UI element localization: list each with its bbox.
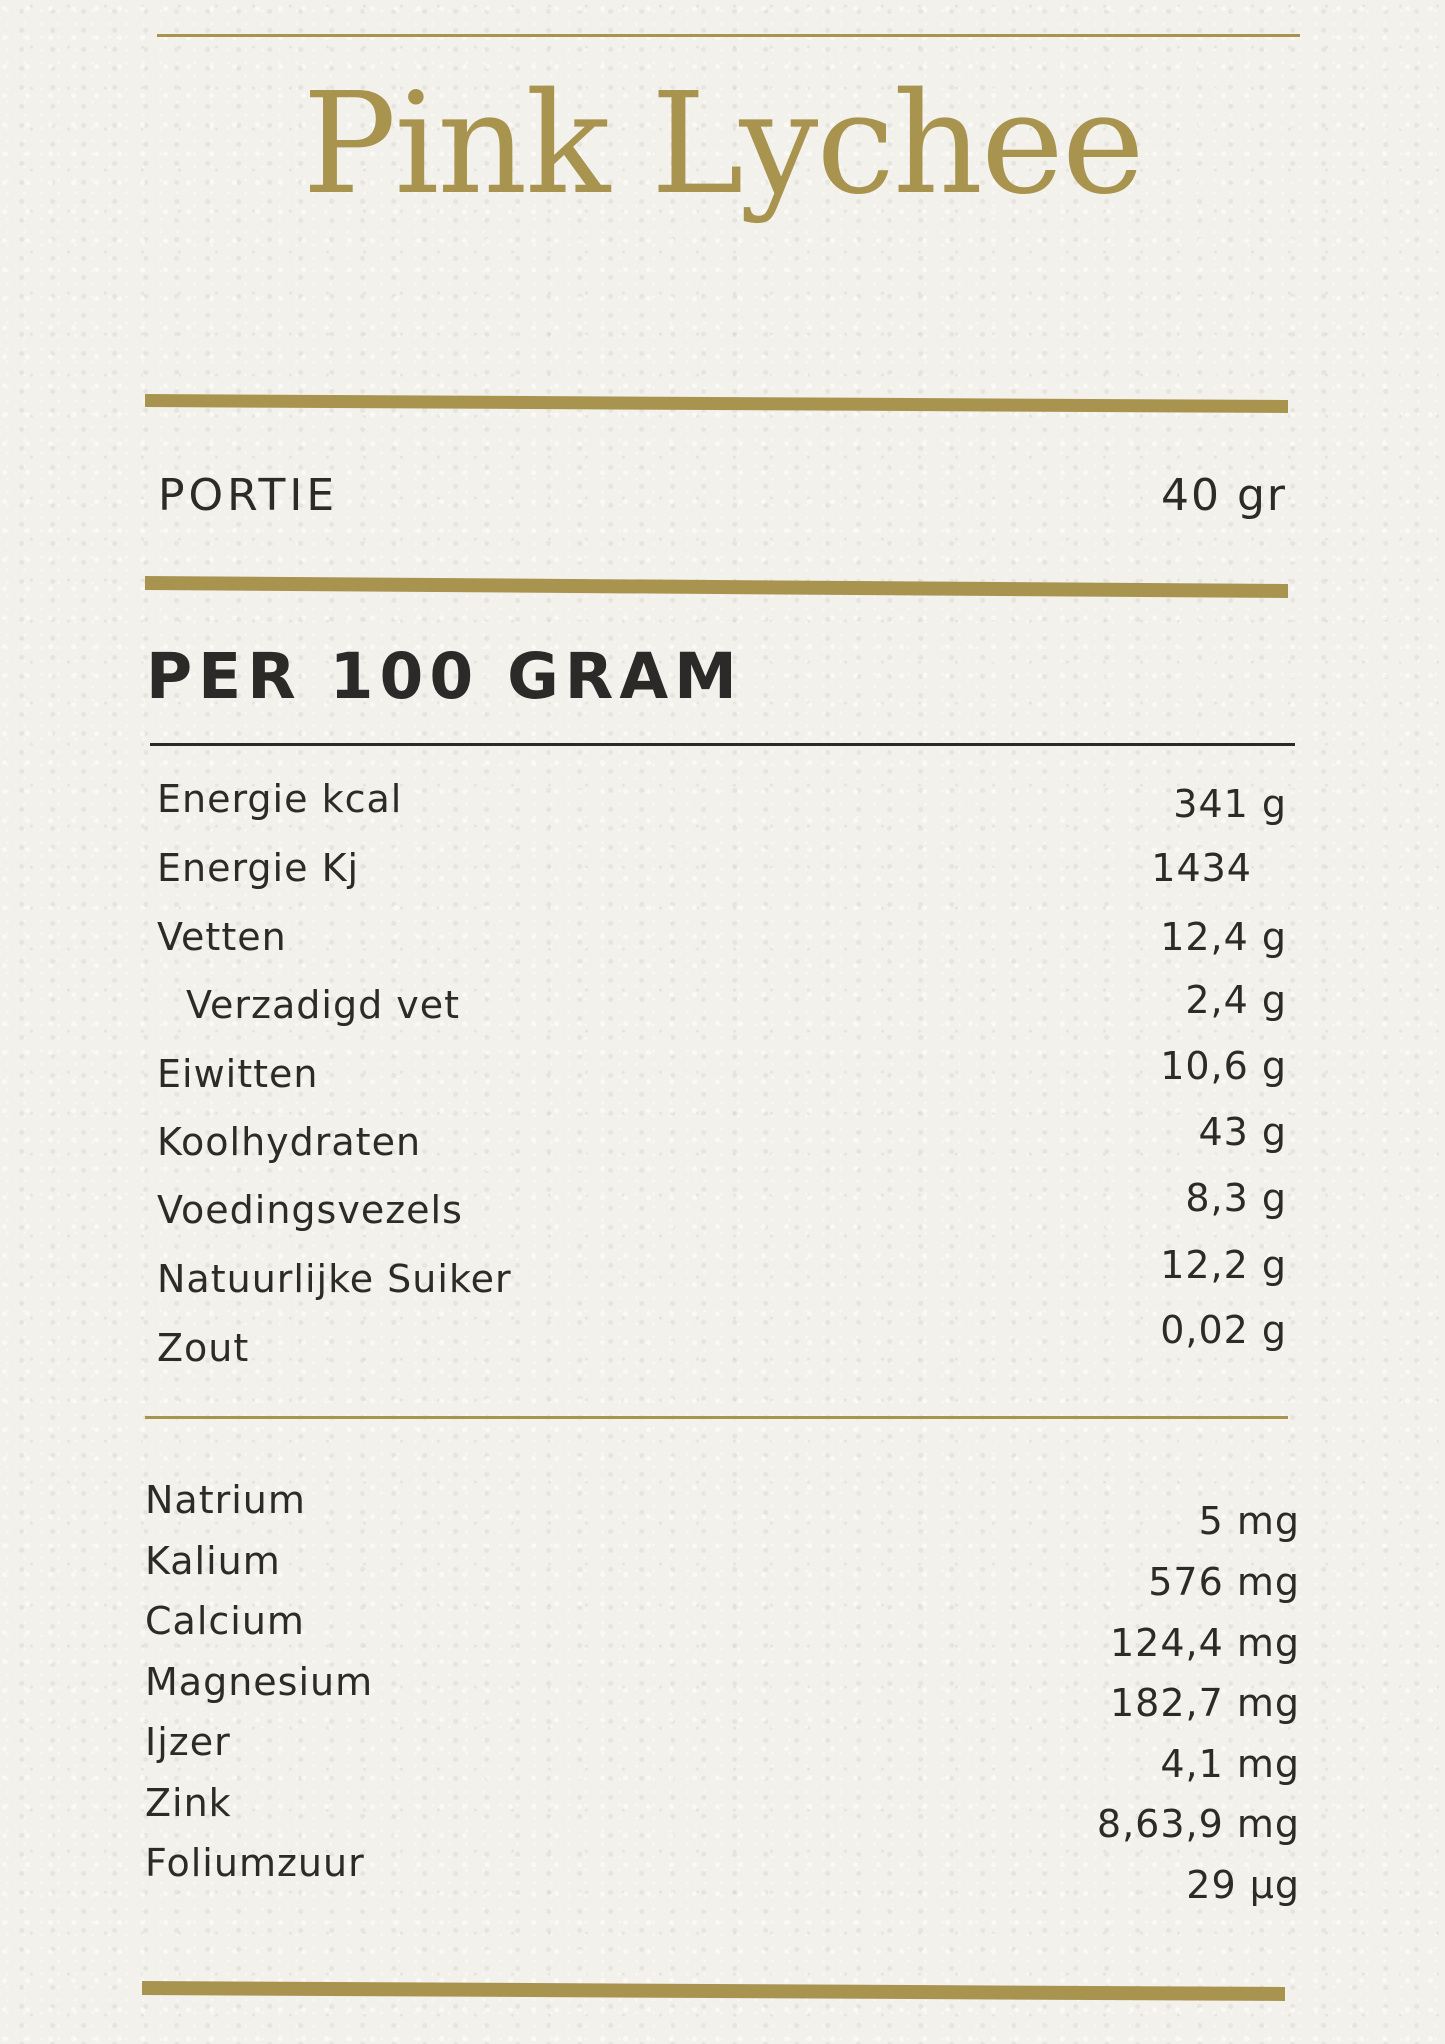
nutrient-label-energie-kj: Energie Kj (157, 846, 360, 890)
mineral-value-natrium: 5 mg (1198, 1499, 1300, 1543)
nutrient-label-energie-kcal: Energie kcal (157, 777, 403, 821)
nutrient-label-eiwitten: Eiwitten (157, 1052, 319, 1096)
mineral-label-foliumzuur: Foliumzuur (145, 1841, 365, 1885)
mineral-label-calcium: Calcium (145, 1599, 305, 1643)
mineral-value-foliumzuur: 29 µg (1186, 1863, 1300, 1907)
mineral-value-zink: 8,63,9 mg (1096, 1802, 1300, 1846)
nutrient-label-verzadigd-vet: Verzadigd vet (186, 983, 461, 1027)
nutrient-value-vetten: 12,4 g (1160, 915, 1287, 959)
product-title: Pink Lychee (302, 63, 1143, 226)
nutrient-label-vetten: Vetten (157, 915, 287, 959)
portion-label: PORTIE (158, 470, 339, 521)
nutrient-value-energie-kcal: 341 g (1173, 782, 1287, 826)
nutrient-value-verzadigd-vet: 2,4 g (1185, 978, 1287, 1022)
mineral-value-magnesium: 182,7 mg (1109, 1681, 1300, 1725)
mineral-value-calcium: 124,4 mg (1109, 1621, 1300, 1665)
nutrient-label-koolhydraten: Koolhydraten (157, 1120, 422, 1164)
mineral-label-ijzer: Ijzer (145, 1720, 231, 1764)
nutrients-divider (145, 1416, 1288, 1419)
mineral-label-natrium: Natrium (145, 1478, 306, 1522)
mineral-label-magnesium: Magnesium (145, 1660, 374, 1704)
nutrient-value-koolhydraten: 43 g (1198, 1110, 1287, 1154)
nutrient-value-voedingsvezels: 8,3 g (1185, 1176, 1287, 1220)
top-thin-rule (157, 34, 1300, 37)
nutrient-value-energie-kj: 1434 (1151, 846, 1252, 890)
nutrient-value-eiwitten: 10,6 g (1160, 1044, 1287, 1088)
portion-bottom-rule (145, 576, 1288, 598)
bottom-rule (142, 1981, 1285, 2001)
nutrient-value-natuurlijke-suiker: 12,2 g (1160, 1243, 1287, 1287)
nutrient-label-voedingsvezels: Voedingsvezels (157, 1188, 463, 1232)
mineral-label-zink: Zink (145, 1781, 232, 1825)
section-heading: PER 100 GRAM (146, 640, 743, 713)
portion-value: 40 gr (1161, 470, 1287, 521)
portion-top-rule (145, 394, 1288, 413)
nutrient-label-zout: Zout (157, 1326, 250, 1370)
heading-underline (150, 743, 1295, 746)
nutrient-label-natuurlijke-suiker: Natuurlijke Suiker (157, 1257, 512, 1301)
nutrient-value-zout: 0,02 g (1160, 1308, 1287, 1352)
mineral-value-ijzer: 4,1 mg (1160, 1742, 1300, 1786)
mineral-value-kalium: 576 mg (1148, 1560, 1300, 1604)
mineral-label-kalium: Kalium (145, 1539, 281, 1583)
